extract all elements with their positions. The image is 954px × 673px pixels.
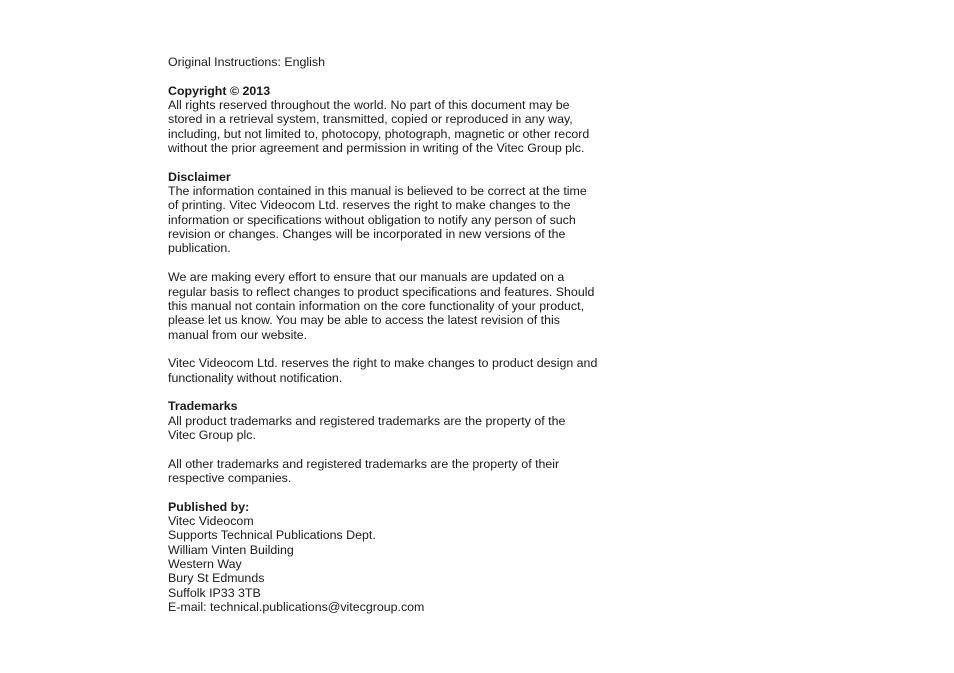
trademarks-line: Vitec Group plc.: [168, 427, 256, 442]
trademarks-line: All product trademarks and registered trademarks are the property of the: [168, 413, 566, 428]
copyright-section: [168, 84, 628, 156]
trademarks-section: [168, 399, 628, 485]
trademarks-line: All other trademarks and registered trademarks are the property of their: [168, 456, 560, 471]
disclaimer-line: please let us know. You may be able to access the latest revision of this: [168, 313, 560, 328]
disclaimer-line: Vitec Videocom Ltd. reserves the right to make changes to product design and: [168, 356, 598, 371]
publisher-address-line: Vitec Videocom: [168, 514, 254, 528]
original-instructions: Original Instructions: English: [168, 55, 326, 69]
publisher-email: E-mail: technical.publications@vitecgroup.com: [168, 600, 425, 615]
publisher-address-line: William Vinten Building: [168, 542, 294, 557]
disclaimer-line: manual from our website.: [168, 327, 308, 342]
published-by-heading: Published by:: [168, 499, 250, 514]
disclaimer-line: of printing. Vitec Videocom Ltd. reserves the right to make changes to the: [168, 198, 571, 213]
copyright-line: stored in a retrieval system, transmitted, copied or reproduced in any way,: [168, 112, 573, 127]
disclaimer-section: [168, 170, 628, 385]
disclaimer-line: regular basis to reflect changes to product specifications and features. Should: [168, 284, 595, 299]
publisher-address-line: Suffolk IP33 3TB: [168, 585, 261, 600]
publisher-address-line: Supports Technical Publications Dept.: [168, 528, 376, 543]
copyright-line: All rights reserved throughout the world. No part of this document may be: [168, 98, 570, 113]
disclaimer-line: revision or changes. Changes will be incorporated in new versions of the: [168, 227, 566, 242]
disclaimer-line: The information contained in this manual is believed to be correct at the time: [168, 184, 587, 199]
trademarks-heading: Trademarks: [168, 399, 238, 414]
document-page: [168, 55, 628, 614]
publisher-address-line: Western Way: [168, 557, 242, 572]
disclaimer-line: We are making every effort to ensure that our manuals are updated on a: [168, 270, 565, 285]
disclaimer-line: this manual not contain information on the core functionality of your product,: [168, 298, 585, 313]
disclaimer-line: information or specifications without obligation to notify any person of such: [168, 212, 576, 227]
copyright-line: without the prior agreement and permission in writing of the Vitec Group plc.: [168, 141, 585, 156]
copyright-line: including, but not limited to, photocopy, photograph, magnetic or other record: [168, 126, 590, 141]
trademarks-line: respective companies.: [168, 470, 292, 485]
disclaimer-line: publication.: [168, 241, 231, 256]
copyright-heading: Copyright © 2013: [168, 83, 271, 98]
published-by-section: [168, 500, 628, 615]
disclaimer-line: functionality without notification.: [168, 370, 343, 385]
publisher-address-line: Bury St Edmunds: [168, 571, 265, 586]
disclaimer-heading: Disclaimer: [168, 169, 231, 184]
